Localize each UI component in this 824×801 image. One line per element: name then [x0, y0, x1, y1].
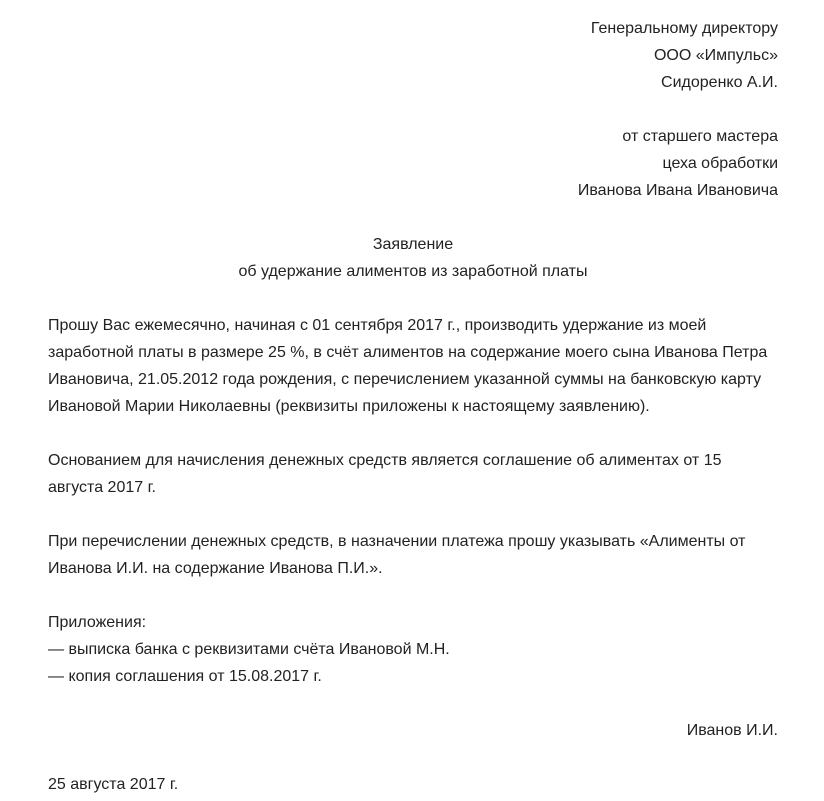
paragraph-basis: [48, 447, 778, 501]
document-date: 25 августа 2017 г.: [48, 776, 179, 793]
text-line: При перечислении денежных средств, в назначении платежа прошу указывать «Алименты от: [48, 533, 746, 550]
text-line: Иванова И.И. на содержание Иванова П.И.».: [48, 560, 383, 577]
text-line: Прошу Вас ежемесячно, начиная с 01 сентября 2017 г., производить удержание из моей: [48, 317, 707, 334]
document: [48, 15, 778, 798]
title-line: об удержание алиментов из заработной платы: [238, 263, 588, 280]
addressee-block: [48, 15, 778, 96]
attachments-heading: Приложения:: [48, 614, 147, 631]
text-line: Ивановой Марии Николаевны (реквизиты приложены к настоящему заявлению).: [48, 398, 650, 415]
attachments-block: [48, 609, 778, 690]
text-line: Ивановича, 21.05.2012 года рождения, с перечислением указанной суммы на банковскую карту: [48, 371, 762, 388]
attachment-item: — копия соглашения от 15.08.2017 г.: [48, 668, 322, 685]
sender-line: цеха обработки: [662, 155, 778, 172]
attachment-item: — выписка банка с реквизитами счёта Ивановой М.Н.: [48, 641, 450, 658]
title-line: Заявление: [372, 236, 454, 253]
paragraph-payment-purpose: [48, 528, 778, 582]
signature: Иванов И.И.: [686, 722, 778, 739]
paragraph-request: [48, 312, 778, 420]
addressee-line: ООО «Импульс»: [653, 47, 778, 64]
text-line: заработной платы в размере 25 %, в счёт алиментов на содержание моего сына Иванова Петра: [48, 344, 768, 361]
document-title: [48, 231, 778, 285]
addressee-line: Генеральному директору: [590, 20, 778, 37]
sender-line: от старшего мастера: [622, 128, 778, 145]
text-line: Основанием для начисления денежных средств является соглашение об алиментах от 15: [48, 452, 722, 469]
text-line: августа 2017 г.: [48, 479, 156, 496]
addressee-line: Сидоренко А.И.: [661, 74, 778, 91]
sender-line: Иванова Ивана Ивановича: [577, 182, 778, 199]
sender-block: [48, 123, 778, 204]
